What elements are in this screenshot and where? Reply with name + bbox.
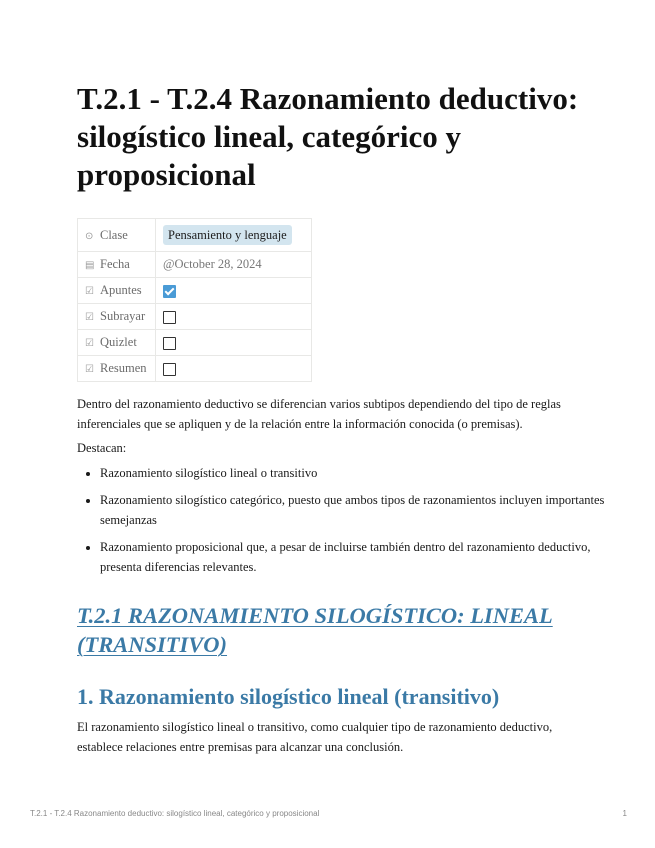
date-value: @October 28, 2024 [163, 257, 262, 271]
unchecked-checkbox[interactable] [163, 363, 176, 376]
property-value [156, 356, 312, 382]
property-value [156, 330, 312, 356]
section-heading[interactable]: T.2.1 RAZONAMIENTO SILOGÍSTICO: LINEAL (TRANSITIVO) [77, 603, 553, 657]
property-key [78, 330, 156, 356]
property-row-fecha [78, 252, 312, 278]
unchecked-checkbox[interactable] [163, 337, 176, 350]
page-title: T.2.1 - T.2.4 Razonamiento deductivo: silogístico lineal, categórico y proposicional [77, 81, 579, 192]
unchecked-checkbox[interactable] [163, 311, 176, 324]
property-key [78, 219, 156, 252]
property-value [156, 278, 312, 304]
class-tag[interactable]: Pensamiento y lenguaje [163, 225, 292, 245]
checkbox-icon: ☑ [85, 312, 94, 323]
property-key-label: Fecha [100, 257, 130, 271]
list-item: • Razonamiento silogístico categórico, puesto que ambos tipos de razonamientos incluyen importantes semejanzas [100, 490, 605, 530]
property-key-label: Resumen [100, 361, 147, 375]
select-icon: ⊙ [85, 230, 94, 242]
intro-paragraph: Dentro del razonamiento deductivo se diferencian varios subtipos dependiendo del tipo de reglas inferenciales que se apliquen y de la relación entre la información conocida (o premisas). [77, 397, 561, 431]
list-item: • Razonamiento proposicional que, a pesar de incluirse también dentro del razonamiento deductivo, presenta diferencias relevantes. [100, 537, 605, 577]
property-key-label: Quizlet [100, 335, 137, 349]
checked-checkbox[interactable] [163, 285, 176, 298]
property-value[interactable] [156, 252, 312, 278]
page-footer [30, 809, 627, 818]
property-key [78, 304, 156, 330]
property-key [78, 278, 156, 304]
property-key-label: Subrayar [100, 309, 146, 323]
bullet-list [77, 463, 605, 584]
property-value[interactable] [156, 219, 312, 252]
destacan-label: Destacan: [77, 441, 127, 455]
property-row-apuntes [78, 278, 312, 304]
list-item: • Razonamiento silogístico lineal o transitivo [100, 463, 605, 483]
property-row-quizlet [78, 330, 312, 356]
property-row-clase [78, 219, 312, 252]
property-key [78, 356, 156, 382]
checkbox-icon: ☑ [85, 338, 94, 349]
checkbox-icon: ☑ [85, 286, 94, 297]
property-row-resumen [78, 356, 312, 382]
subsection-heading: 1. Razonamiento silogístico lineal (transitivo) [77, 684, 500, 709]
property-key-label: Apuntes [100, 283, 142, 297]
footer-title: T.2.1 - T.2.4 Razonamiento deductivo: silogístico lineal, categórico y proposicional [30, 809, 320, 818]
calendar-icon: ▤ [85, 260, 95, 271]
property-row-subrayar [78, 304, 312, 330]
properties-table [77, 218, 312, 382]
property-key-label: Clase [100, 227, 128, 242]
property-value [156, 304, 312, 330]
checkbox-icon: ☑ [85, 364, 94, 375]
property-key [78, 252, 156, 278]
section-paragraph: El razonamiento silogístico lineal o transitivo, como cualquier tipo de razonamiento deductivo, establece relaciones entre premisas para alcanzar una conclusión. [77, 720, 553, 754]
page-number: 1 [622, 809, 627, 818]
